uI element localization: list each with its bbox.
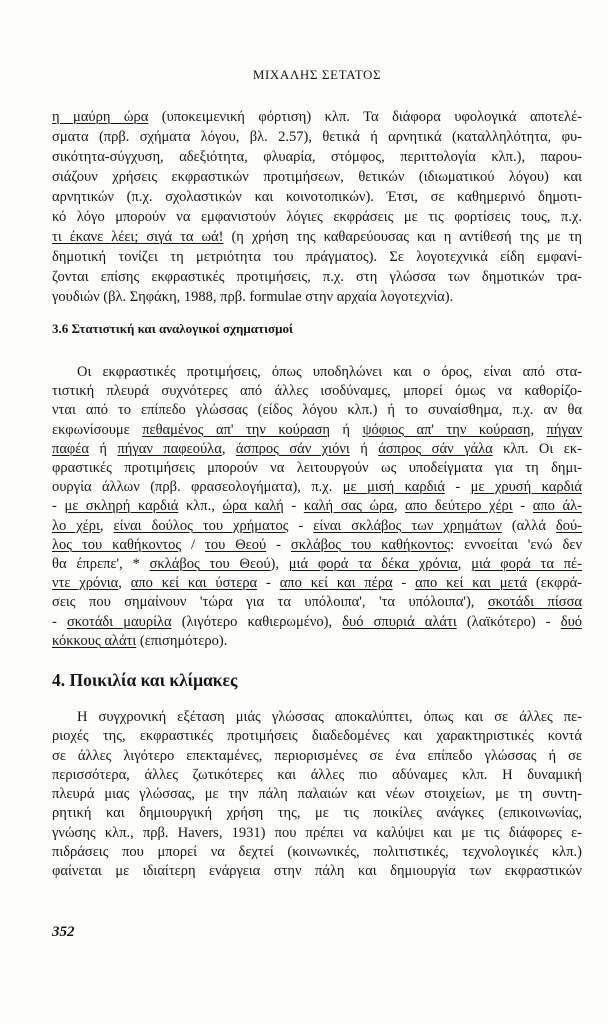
underlined-example-phrase: τι έκανε λέει; σιγά τα ωά! (52, 229, 224, 245)
underlined-example-phrase: πεθαμένος απ' την κούραση (142, 421, 330, 438)
text-line (52, 363, 582, 382)
text-line (52, 517, 582, 536)
text-line (52, 247, 582, 267)
page-number: 352 (52, 924, 75, 940)
text-run: κλπ. Οι εκ- (492, 440, 582, 457)
underlined-example-phrase: απο άλ- (532, 498, 583, 515)
text-line (52, 536, 582, 555)
text-run: τιστική πλευρά συχνότερες από άλλες ισοδύναμες, μπορεί όμως να καθορίζο- (52, 383, 582, 400)
underlined-example-phrase: ώρα καλή (222, 498, 284, 515)
underlined-example-phrase: μιά φορά τα πέ- (471, 556, 582, 573)
text-run: - (257, 575, 280, 592)
text-line (52, 107, 582, 127)
text-line (52, 747, 582, 766)
underlined-example-phrase: δυό (560, 613, 582, 630)
text-run: κλπ., (178, 498, 223, 515)
underlined-example-phrase: παφέα (52, 440, 89, 457)
text-run: σιάζουν χρήσεις εκφραστικών προτιμήσεων, θετικών (ιδιωματικού λόγου) και (52, 169, 582, 185)
text-line (52, 613, 582, 632)
text-run: (υποκειμενική φόρτιση) κλπ. Τα διάφορα υφολογικά αποτελέ- (148, 109, 582, 125)
text-line (52, 785, 582, 804)
text-run: κό λόγο μπορούν να εμφανιστούν λόγιες εκφράσεις με τις φορτίσεις τους, π.χ. (52, 209, 582, 225)
text-line (52, 207, 582, 227)
text-run: ζονται επίσης εκφραστικές προτιμήσεις, π.χ. στη γλώσσα των δημοτικών τρα- (52, 269, 582, 285)
text-run: ρητική και δημιουργική χρήση της, με τις ποικίλες ανάγκες (επικοινωνίας, (52, 805, 582, 822)
text-line (52, 843, 582, 862)
text-run: δημοτική τονίζει τη μετριότητα του πράγματος). Σε λογοτεχνικά είδη εμφανί- (52, 249, 582, 265)
paragraph-continued (52, 107, 582, 307)
text-run: , (457, 556, 472, 573)
text-run: (λιγότερο καθιερωμένο), (171, 613, 343, 630)
underlined-example-phrase: σκοτάδι μαυρίλα (66, 613, 172, 630)
paragraph-statistics (52, 363, 582, 651)
section-heading-3-6: 3.6 Στατιστική και αναλογικοί σχηματισμοί (52, 321, 293, 336)
text-run: Οι εκφραστικές προτιμήσεις, όπως υποδηλώνει και ο όρος, είναι από στα- (77, 364, 582, 380)
text-run: / (181, 536, 206, 553)
text-run: : εννοείται 'ενώ δεν (450, 536, 583, 553)
text-run: - (288, 517, 314, 534)
text-run: νται από το επίπεδο γλώσσας (είδος λόγου κλπ.) ή το συναίσθημα, π.χ. αν θα (52, 402, 582, 419)
text-line (52, 497, 582, 516)
underlined-example-phrase: δού- (555, 517, 582, 534)
underlined-example-phrase: είναι σκλάβος των χρημάτων (313, 517, 502, 534)
underlined-example-phrase: απο κεί και ύστερα (130, 575, 258, 592)
underlined-example-phrase: λος του καθήκοντος (52, 536, 182, 553)
text-run: (εκφρά- (527, 575, 583, 592)
underlined-example-phrase: με χρυσή καρδιά (470, 479, 582, 496)
text-run: εκφωνίσουμε (52, 421, 143, 438)
text-run: σεις που σημαίνουν 'τώρα για τα υπόλοιπα', 'τα υπόλοιπα'), (52, 594, 488, 611)
text-run: πλευρά μιας γλώσσας, με την πάλη παλαιών και νέων στοιχείων, με τη συντη- (52, 786, 582, 803)
underlined-example-phrase: απο κεί και μετά (415, 575, 528, 592)
underlined-example-phrase: λο χέρι (52, 517, 100, 534)
underlined-example-phrase: άσπρος σάν γάλα (378, 440, 493, 457)
text-run: - (52, 498, 65, 515)
text-run: σε άλλες λιγότερο επεκταμένες, περιορισμένες σε ένα επίπεδο γλώσσας ή σε (52, 747, 582, 764)
underlined-example-phrase: σκλάβος του καθήκοντος (290, 536, 451, 553)
text-run: (επισημότερο). (136, 632, 228, 649)
text-run: ριοχές της, εκφραστικές προτιμήσεις διαδεδομένες και χαρακτηριστικές κοντά (52, 728, 582, 745)
underlined-example-phrase: με μισή καρδιά (342, 479, 445, 496)
text-line (52, 267, 582, 287)
text-run: - (392, 575, 416, 592)
text-line (52, 440, 582, 459)
text-run: ή (330, 421, 363, 438)
text-line (52, 147, 582, 167)
underlined-example-phrase: απο δεύτερο χέρι (405, 498, 513, 515)
text-run: ή (349, 440, 379, 457)
text-run: - (444, 479, 471, 496)
text-line (52, 632, 582, 651)
text-run: (λαϊκότερο) - (456, 613, 561, 630)
underlined-example-phrase: ντε χρόνια (52, 575, 119, 592)
text-line (52, 555, 582, 574)
text-run: (αλλά (501, 517, 556, 534)
paragraph-variety-scales (52, 708, 582, 882)
underlined-example-phrase: πήγαν παφεούλα (117, 440, 222, 457)
text-run: γνώσης κλπ., πρβ. Havers, 1931) που πρέπει να καλύψει και με τις διάφορες ε- (52, 824, 582, 841)
text-line (52, 187, 582, 207)
text-run: - (52, 613, 67, 630)
text-run: θα έπρεπε', * (52, 556, 150, 573)
underlined-example-phrase: με σκληρή καρδιά (64, 498, 179, 515)
underlined-example-phrase: είναι δούλος του χρήματος (113, 517, 289, 534)
text-run: σματα (πρβ. σχήματα λόγου, βλ. 2.57), θετικά ή αρνητικά (καταλληλότητα, φυ- (52, 129, 582, 145)
underlined-example-phrase: πήγαν (546, 421, 583, 438)
text-line (52, 227, 582, 247)
text-run: Η συγχρονική εξέταση μιάς γλώσσας αποκαλύπτει, όπως και σε άλλες πε- (77, 709, 582, 725)
text-line (52, 804, 582, 823)
text-line (52, 862, 582, 881)
text-line (52, 708, 582, 727)
text-line (52, 421, 582, 440)
text-line (52, 127, 582, 147)
text-run: , (393, 498, 406, 515)
running-head: ΜΙΧΑΛΗΣ ΣΕΤΑΤΟΣ (252, 67, 382, 82)
underlined-example-phrase: σκλάβος του Θεού (149, 556, 271, 573)
text-run: ουργία άλλων (πρβ. φρασεολογήματα), π.χ. (52, 479, 343, 496)
text-run: - (266, 536, 291, 553)
text-line (52, 382, 582, 401)
section-heading-4: 4. Ποικιλία και κλίμακες (52, 670, 238, 690)
text-run: (η χρήση της καθαρεύουσας και η αντίθεσή της με τη (223, 229, 582, 245)
underlined-example-phrase: άσπρος σάν χιόνι (235, 440, 350, 457)
text-line (52, 478, 582, 497)
text-run: φραστικές προτιμήσεις μπορούν να λειτουργούν ως υποδείγματα για τη δημι- (52, 460, 582, 477)
text-line (52, 459, 582, 478)
text-run: , (118, 575, 131, 592)
underlined-example-phrase: απο κεί και πέρα (279, 575, 393, 592)
text-line (52, 593, 582, 612)
text-line (52, 167, 582, 187)
underlined-example-phrase: σκοτάδι πίσσα (487, 594, 582, 611)
text-run: ), (270, 556, 289, 573)
text-run: φαίνεται με ιδιαίτερη ενάργεια στην πάλη και δημιουργία των εκφραστικών (52, 863, 582, 880)
text-run: σικότητα-σύγχυση, αδεξιότητα, φλυαρία, στόμφος, περιττολογία κλπ.), παρου- (52, 149, 582, 165)
text-line (52, 287, 582, 307)
underlined-example-phrase: του Θεού (205, 536, 267, 553)
text-run: πιδράσεις που μπορεί να δεχτεί (κοινωνικές, πολιτιστικές, τεχνολογικές κλπ.) (52, 844, 582, 861)
text-run: , (221, 440, 236, 457)
underlined-example-phrase: ψόφιος απ' την κούραση (362, 421, 531, 438)
text-line (52, 727, 582, 746)
text-run: , (530, 421, 547, 438)
text-line (52, 824, 582, 843)
text-run: - (512, 498, 533, 515)
text-run: ή (88, 440, 118, 457)
underlined-example-phrase: δυό σπυριά αλάτι (342, 613, 457, 630)
text-run: περισσότερα, άλλες ζωτικότερες και άλλες πιο αδύναμες κλπ. Η δυναμική (52, 766, 582, 783)
text-line (52, 574, 582, 593)
text-run: - (283, 498, 304, 515)
text-run: γουδιών (βλ. Σηφάκη, 1988, πρβ. formulae στην αρχαία λογοτεχνία). (52, 289, 454, 305)
underlined-example-phrase: κόκκους αλάτι (52, 632, 137, 649)
text-run: αρνητικών (π.χ. σχολαστικών και κοινοτοπικών). Έτσι, σε καθημερινό δημοτι- (52, 189, 582, 205)
underlined-example-phrase: μιά φορά τα δέκα χρόνια (288, 556, 458, 573)
text-line (52, 401, 582, 420)
text-line (52, 766, 582, 785)
underlined-example-phrase: καλή σας ώρα (303, 498, 394, 515)
underlined-example-phrase: η μαύρη ώρα (52, 109, 149, 125)
text-run: , (99, 517, 114, 534)
